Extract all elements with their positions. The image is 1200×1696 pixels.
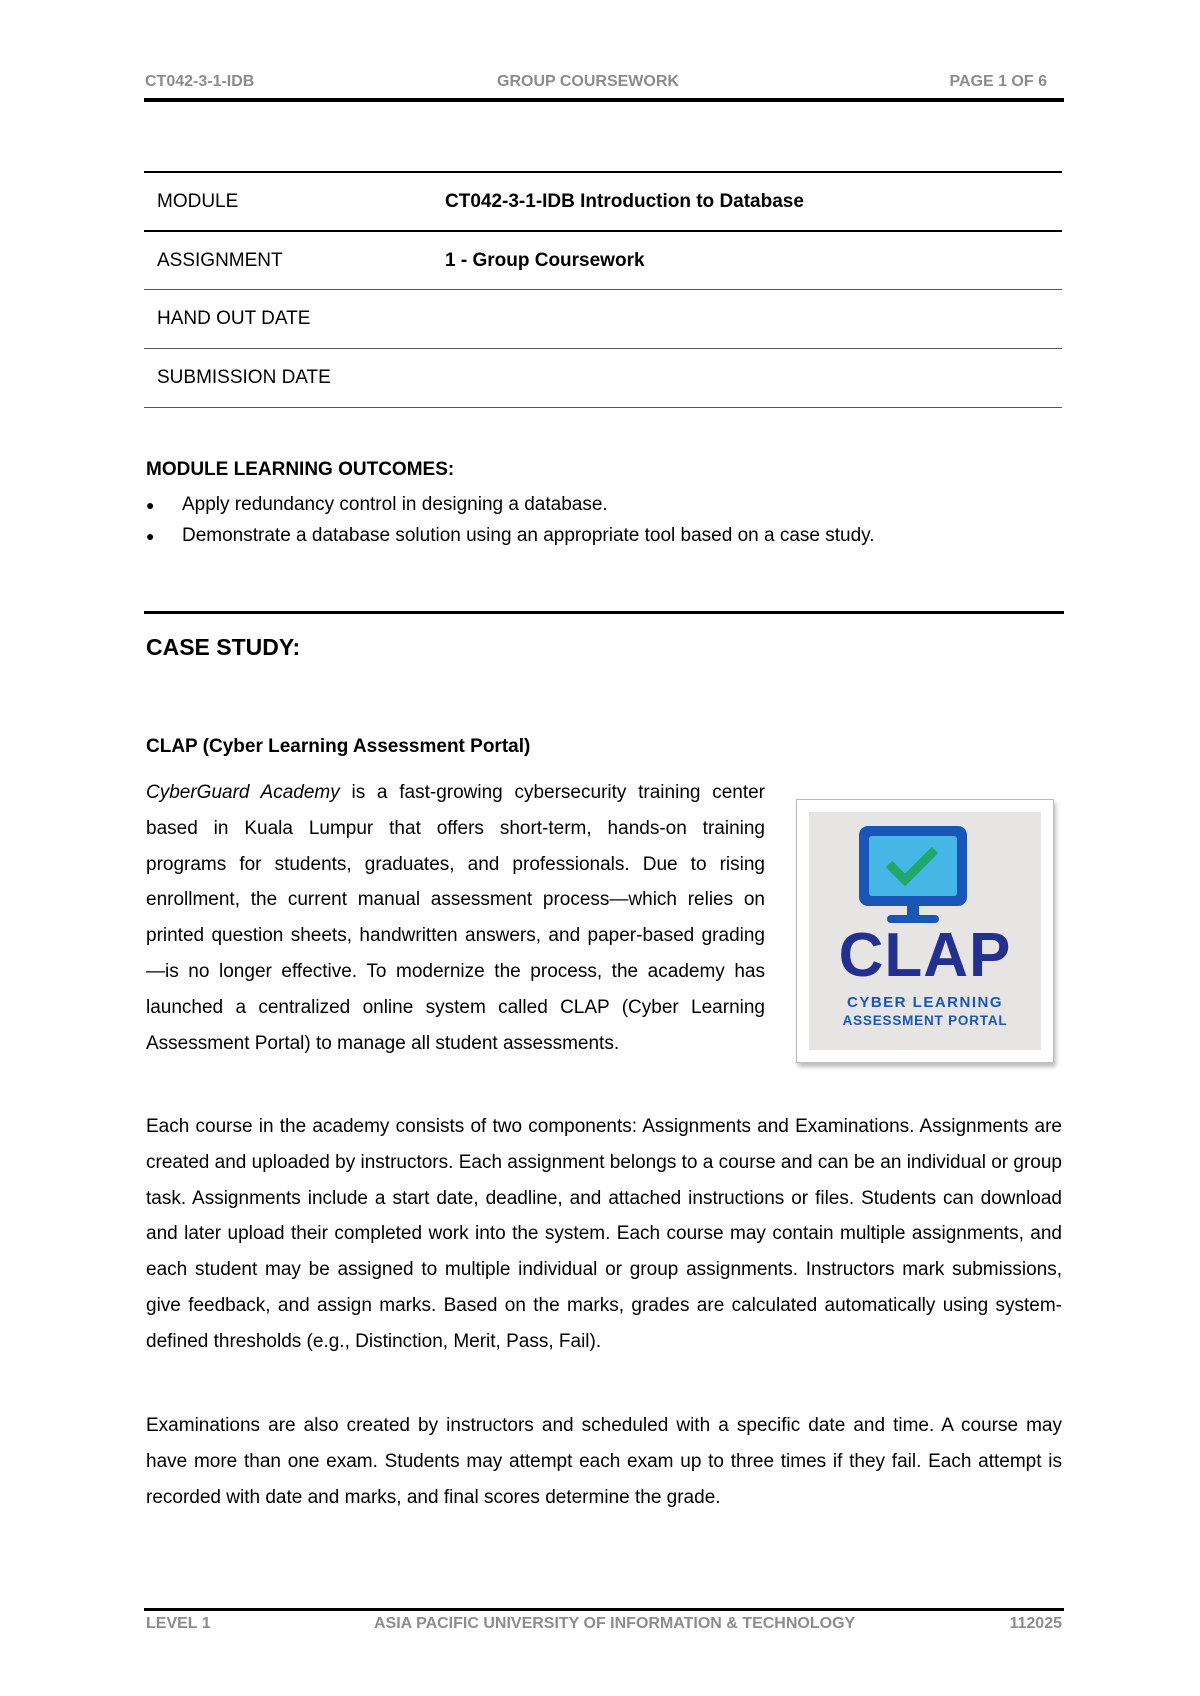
- academy-name: CyberGuard Academy: [146, 782, 340, 803]
- clap-logo: [809, 812, 1041, 1050]
- list-item: [146, 489, 875, 520]
- bullet-icon: ●: [146, 496, 155, 513]
- footer-rule: [144, 1608, 1064, 1611]
- footer-university: ASIA PACIFIC UNIVERSITY OF INFORMATION & TECHNOLOGY: [374, 1615, 856, 1632]
- outcome-text: Demonstrate a database solution using an appropriate tool based on a case study.: [182, 524, 875, 546]
- row-value: 1 - Group Coursework: [445, 249, 645, 271]
- header-module-code: CT042-3-1-IDB: [145, 73, 255, 90]
- learning-outcomes-list: [146, 489, 875, 551]
- bullet-icon: ●: [146, 527, 155, 544]
- row-label: HAND OUT DATE: [157, 308, 311, 329]
- list-item: [146, 520, 875, 551]
- row-label: MODULE: [157, 190, 239, 212]
- logo-title: CLAP: [838, 921, 1012, 990]
- table-row: [144, 230, 1062, 289]
- table-row: [144, 171, 1062, 230]
- table-row: [144, 348, 1062, 407]
- header-title: GROUP COURSEWORK: [497, 73, 679, 90]
- module-info-table: [144, 171, 1062, 408]
- case-study-paragraph-2: Each course in the academy consists of two components: Assignments and Examinations. Assignments are created and uploaded by instructors. Each assignment belongs to a course and can be an individual or group task. Assignments include a start date, deadline, and attached instructions or files. Students can download and later upload their completed work into the system. Each course may contain multiple assignments, and each student may be assigned to multiple individual or group assignments. Instructors mark submissions, give feedback, and assign marks. Based on the marks, grades are calculated automatically using system-defined thresholds (e.g., Distinction, Merit, Pass, Fail).: [146, 1116, 1062, 1352]
- case-study-paragraph-3: Examinations are also created by instructors and scheduled with a specific date and time. A course may have more than one exam. Students may attempt each exam up to three times if they fail. Each attempt is recorded with date and marks, and final scores determine the grade.: [146, 1415, 1062, 1508]
- logo-subtitle-1: CYBER LEARNING: [846, 994, 1003, 1011]
- footer-code: 112025: [1009, 1615, 1062, 1632]
- table-bottom-rule: [144, 407, 1062, 408]
- outcome-text: Apply redundancy control in designing a database.: [182, 493, 608, 515]
- section-rule: [144, 611, 1064, 614]
- paragraph-text: is a fast-growing cybersecurity training center based in Kuala Lumpur that offers short-term, hands-on training programs for students, graduates, and professionals. Due to rising enrollment, the current manual assessment process—which relies on printed question sheets, handwritten answers, and paper-based grading—is no longer effective. To modernize the process, the academy has launched a centralized online system called CLAP (Cyber Learning Assessment Portal) to manage all student assessments.: [146, 782, 766, 1054]
- row-value: CT042-3-1-IDB Introduction to Database: [445, 190, 804, 212]
- footer-level: LEVEL 1: [146, 1615, 211, 1632]
- logo-subtitle-2: ASSESSMENT PORTAL: [842, 1013, 1008, 1028]
- row-label: ASSIGNMENT: [157, 249, 283, 271]
- case-study-heading: CASE STUDY:: [146, 634, 301, 660]
- clap-logo-figure: [796, 799, 1054, 1063]
- case-study-subheading: CLAP (Cyber Learning Assessment Portal): [146, 736, 531, 757]
- header-rule: [144, 98, 1064, 102]
- row-label: SUBMISSION DATE: [157, 367, 331, 388]
- case-study-paragraph-1: [146, 775, 765, 1061]
- header-page-number: PAGE 1 OF 6: [949, 73, 1047, 90]
- learning-outcomes-heading: MODULE LEARNING OUTCOMES:: [146, 459, 455, 480]
- table-row: [144, 289, 1062, 348]
